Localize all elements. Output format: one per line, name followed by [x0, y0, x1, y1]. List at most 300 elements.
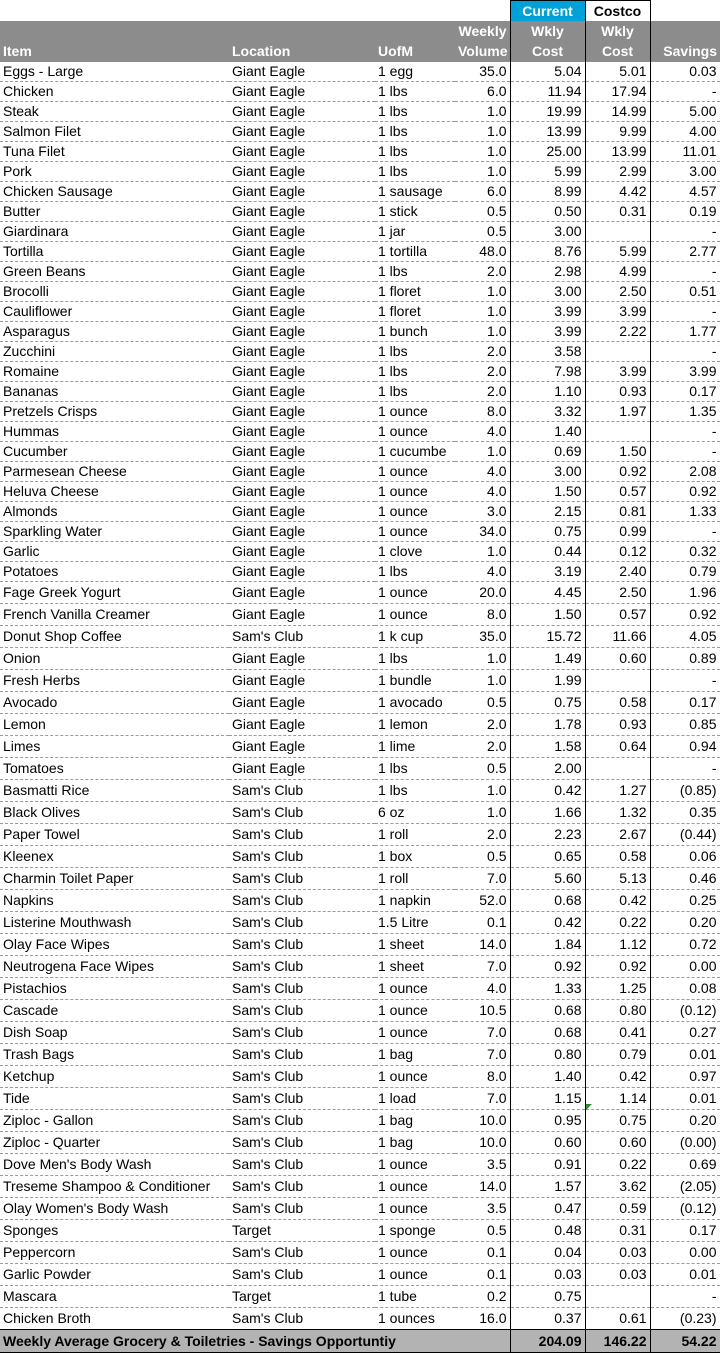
cell-item[interactable]: Garlic Powder: [0, 1264, 229, 1286]
cell-costco-cost[interactable]: 0.31: [585, 202, 650, 222]
cell-current-cost[interactable]: 2.98: [510, 262, 585, 282]
cell-location[interactable]: Giant Eagle: [229, 562, 375, 582]
cell-current-cost[interactable]: 0.42: [510, 780, 585, 802]
cell-current-cost[interactable]: 0.03: [510, 1264, 585, 1286]
cell-location[interactable]: Giant Eagle: [229, 302, 375, 322]
cell-savings[interactable]: 1.35: [650, 402, 720, 422]
cell-weekly-volume[interactable]: 3.5: [455, 1154, 510, 1176]
cell-current-cost[interactable]: 25.00: [510, 142, 585, 162]
cell-item[interactable]: Butter: [0, 202, 229, 222]
cell-location[interactable]: Giant Eagle: [229, 648, 375, 670]
cell-uofm[interactable]: 1 egg: [375, 62, 455, 82]
cell-location[interactable]: Giant Eagle: [229, 182, 375, 202]
cell-item[interactable]: Bananas: [0, 382, 229, 402]
cell-savings[interactable]: -: [650, 342, 720, 362]
cell-weekly-volume[interactable]: 1.0: [455, 542, 510, 562]
cell-weekly-volume[interactable]: 7.0: [455, 1088, 510, 1110]
cell-uofm[interactable]: 1 lemon: [375, 714, 455, 736]
cell-location[interactable]: Sam's Club: [229, 1154, 375, 1176]
cell-savings[interactable]: (2.05): [650, 1176, 720, 1198]
cell-weekly-volume[interactable]: 10.5: [455, 1000, 510, 1022]
cell-uofm[interactable]: 1 bag: [375, 1132, 455, 1154]
cell-item[interactable]: Black Olives: [0, 802, 229, 824]
cell-current-cost[interactable]: 2.23: [510, 824, 585, 846]
cell-weekly-volume[interactable]: 2.0: [455, 362, 510, 382]
cell-costco-cost[interactable]: 4.42: [585, 182, 650, 202]
cell-current-cost[interactable]: 0.37: [510, 1308, 585, 1330]
total-savings[interactable]: 54.22: [650, 1330, 720, 1353]
cell-item[interactable]: Sponges: [0, 1220, 229, 1242]
cell-costco-cost[interactable]: 0.22: [585, 1154, 650, 1176]
cell-uofm[interactable]: 1 lbs: [375, 82, 455, 102]
cell-item[interactable]: Pistachios: [0, 978, 229, 1000]
cell-costco-cost[interactable]: 1.27: [585, 780, 650, 802]
cell-costco-cost[interactable]: 0.42: [585, 1066, 650, 1088]
cell-savings[interactable]: 3.99: [650, 362, 720, 382]
cell-weekly-volume[interactable]: 14.0: [455, 1176, 510, 1198]
cell-weekly-volume[interactable]: 7.0: [455, 1044, 510, 1066]
total-costco-cost[interactable]: 146.22: [585, 1330, 650, 1353]
cell-costco-cost[interactable]: 0.93: [585, 382, 650, 402]
cell-savings[interactable]: 0.01: [650, 1264, 720, 1286]
cell-item[interactable]: Romaine: [0, 362, 229, 382]
cell-savings[interactable]: 0.69: [650, 1154, 720, 1176]
cell-costco-cost[interactable]: [585, 670, 650, 692]
cell-weekly-volume[interactable]: 14.0: [455, 934, 510, 956]
cell-costco-cost[interactable]: 0.58: [585, 846, 650, 868]
cell-location[interactable]: Giant Eagle: [229, 522, 375, 542]
cell-location[interactable]: Giant Eagle: [229, 262, 375, 282]
cell-location[interactable]: Giant Eagle: [229, 202, 375, 222]
cell-weekly-volume[interactable]: 1.0: [455, 122, 510, 142]
cell-uofm[interactable]: 1 lbs: [375, 648, 455, 670]
cell-item[interactable]: Napkins: [0, 890, 229, 912]
cell-costco-cost[interactable]: 5.13: [585, 868, 650, 890]
cell-location[interactable]: Sam's Club: [229, 1044, 375, 1066]
cell-uofm[interactable]: 1 ounce: [375, 1176, 455, 1198]
cell-location[interactable]: Sam's Club: [229, 1198, 375, 1220]
cell-location[interactable]: Giant Eagle: [229, 736, 375, 758]
cell-current-cost[interactable]: 1.66: [510, 802, 585, 824]
cell-costco-cost[interactable]: 2.22: [585, 322, 650, 342]
cell-costco-cost[interactable]: 0.64: [585, 736, 650, 758]
cell-costco-cost[interactable]: [585, 342, 650, 362]
cell-costco-cost[interactable]: 0.03: [585, 1242, 650, 1264]
cell-uofm[interactable]: 1 lbs: [375, 162, 455, 182]
cell-weekly-volume[interactable]: 3.5: [455, 1198, 510, 1220]
cell-savings[interactable]: -: [650, 670, 720, 692]
cell-savings[interactable]: 0.00: [650, 1242, 720, 1264]
cell-savings[interactable]: 0.20: [650, 912, 720, 934]
cell-costco-cost[interactable]: 0.03: [585, 1264, 650, 1286]
cell-uofm[interactable]: 1 load: [375, 1088, 455, 1110]
cell-uofm[interactable]: 1 ounce: [375, 978, 455, 1000]
cell-location[interactable]: Giant Eagle: [229, 482, 375, 502]
cell-weekly-volume[interactable]: 34.0: [455, 522, 510, 542]
cell-current-cost[interactable]: 7.98: [510, 362, 585, 382]
cell-current-cost[interactable]: 0.92: [510, 956, 585, 978]
cell-costco-cost[interactable]: 5.99: [585, 242, 650, 262]
cell-costco-cost[interactable]: 0.61: [585, 1308, 650, 1330]
cell-savings[interactable]: 0.94: [650, 736, 720, 758]
cell-location[interactable]: Giant Eagle: [229, 82, 375, 102]
cell-weekly-volume[interactable]: 7.0: [455, 1022, 510, 1044]
cell-costco-cost[interactable]: 0.81: [585, 502, 650, 522]
cell-location[interactable]: Sam's Club: [229, 934, 375, 956]
cell-location[interactable]: Giant Eagle: [229, 442, 375, 462]
cell-savings[interactable]: 0.92: [650, 604, 720, 626]
cell-costco-cost[interactable]: 1.50: [585, 442, 650, 462]
cell-current-cost[interactable]: 1.58: [510, 736, 585, 758]
cell-current-cost[interactable]: 1.84: [510, 934, 585, 956]
cell-location[interactable]: Sam's Club: [229, 626, 375, 648]
cell-uofm[interactable]: 1 tortilla: [375, 242, 455, 262]
cell-location[interactable]: Sam's Club: [229, 802, 375, 824]
cell-costco-cost[interactable]: 1.12: [585, 934, 650, 956]
cell-item[interactable]: Giardinara: [0, 222, 229, 242]
cell-item[interactable]: Zucchini: [0, 342, 229, 362]
cell-savings[interactable]: (0.44): [650, 824, 720, 846]
cell-costco-cost[interactable]: 13.99: [585, 142, 650, 162]
cell-savings[interactable]: 4.57: [650, 182, 720, 202]
cell-savings[interactable]: 0.46: [650, 868, 720, 890]
cell-weekly-volume[interactable]: 48.0: [455, 242, 510, 262]
cell-savings[interactable]: 0.85: [650, 714, 720, 736]
cell-item[interactable]: Green Beans: [0, 262, 229, 282]
cell-savings[interactable]: 0.79: [650, 562, 720, 582]
cell-location[interactable]: Giant Eagle: [229, 222, 375, 242]
cell-savings[interactable]: 4.05: [650, 626, 720, 648]
cell-costco-cost[interactable]: 4.99: [585, 262, 650, 282]
cell-savings[interactable]: -: [650, 522, 720, 542]
cell-weekly-volume[interactable]: 4.0: [455, 422, 510, 442]
cell-item[interactable]: Tortilla: [0, 242, 229, 262]
cell-weekly-volume[interactable]: 1.0: [455, 648, 510, 670]
cell-item[interactable]: Onion: [0, 648, 229, 670]
cell-item[interactable]: Pretzels Crisps: [0, 402, 229, 422]
cell-weekly-volume[interactable]: 0.2: [455, 1286, 510, 1308]
cell-item[interactable]: Mascara: [0, 1286, 229, 1308]
cell-savings[interactable]: 5.00: [650, 102, 720, 122]
cell-weekly-volume[interactable]: 0.5: [455, 692, 510, 714]
cell-costco-cost[interactable]: 1.97: [585, 402, 650, 422]
cell-weekly-volume[interactable]: 20.0: [455, 582, 510, 604]
cell-uofm[interactable]: 1 ounce: [375, 522, 455, 542]
cell-item[interactable]: Asparagus: [0, 322, 229, 342]
cell-item[interactable]: Ziploc - Quarter: [0, 1132, 229, 1154]
cell-current-cost[interactable]: 1.40: [510, 1066, 585, 1088]
cell-current-cost[interactable]: 0.95: [510, 1110, 585, 1132]
cell-uofm[interactable]: 1 ounce: [375, 1022, 455, 1044]
cell-weekly-volume[interactable]: 1.0: [455, 142, 510, 162]
cell-weekly-volume[interactable]: 1.0: [455, 102, 510, 122]
cell-current-cost[interactable]: 8.99: [510, 182, 585, 202]
cell-location[interactable]: Sam's Club: [229, 846, 375, 868]
cell-savings[interactable]: 0.51: [650, 282, 720, 302]
cell-costco-cost[interactable]: 0.57: [585, 604, 650, 626]
cell-weekly-volume[interactable]: 8.0: [455, 604, 510, 626]
cell-costco-cost[interactable]: 0.79: [585, 1044, 650, 1066]
cell-weekly-volume[interactable]: 4.0: [455, 978, 510, 1000]
cell-savings[interactable]: 0.25: [650, 890, 720, 912]
cell-uofm[interactable]: 1 ounces: [375, 1308, 455, 1330]
cell-location[interactable]: Giant Eagle: [229, 242, 375, 262]
cell-location[interactable]: Giant Eagle: [229, 62, 375, 82]
cell-costco-cost[interactable]: [585, 758, 650, 780]
cell-current-cost[interactable]: 8.76: [510, 242, 585, 262]
cell-uofm[interactable]: 1 napkin: [375, 890, 455, 912]
cell-savings[interactable]: -: [650, 302, 720, 322]
cell-current-cost[interactable]: 2.00: [510, 758, 585, 780]
cell-costco-cost[interactable]: 0.41: [585, 1022, 650, 1044]
cell-costco-cost[interactable]: 1.25: [585, 978, 650, 1000]
cell-weekly-volume[interactable]: 1.0: [455, 302, 510, 322]
cell-current-cost[interactable]: 3.00: [510, 462, 585, 482]
cell-location[interactable]: Sam's Club: [229, 1132, 375, 1154]
cell-current-cost[interactable]: 13.99: [510, 122, 585, 142]
cell-current-cost[interactable]: 1.49: [510, 648, 585, 670]
cell-costco-cost[interactable]: 17.94: [585, 82, 650, 102]
cell-costco-cost[interactable]: 0.58: [585, 692, 650, 714]
cell-savings[interactable]: 0.27: [650, 1022, 720, 1044]
cell-costco-cost[interactable]: 0.92: [585, 956, 650, 978]
cell-savings[interactable]: 0.17: [650, 692, 720, 714]
cell-uofm[interactable]: 1 ounce: [375, 1000, 455, 1022]
cell-current-cost[interactable]: 1.78: [510, 714, 585, 736]
cell-savings[interactable]: 0.03: [650, 62, 720, 82]
cell-current-cost[interactable]: 3.19: [510, 562, 585, 582]
cell-item[interactable]: Charmin Toilet Paper: [0, 868, 229, 890]
cell-costco-cost[interactable]: 0.59: [585, 1198, 650, 1220]
cell-location[interactable]: Giant Eagle: [229, 382, 375, 402]
cell-savings[interactable]: 2.77: [650, 242, 720, 262]
cell-savings[interactable]: 0.32: [650, 542, 720, 562]
cell-location[interactable]: Sam's Club: [229, 868, 375, 890]
cell-uofm[interactable]: 1 lbs: [375, 262, 455, 282]
cell-item[interactable]: Limes: [0, 736, 229, 758]
cell-savings[interactable]: 0.00: [650, 956, 720, 978]
cell-item[interactable]: Garlic: [0, 542, 229, 562]
cell-current-cost[interactable]: 0.60: [510, 1132, 585, 1154]
cell-costco-cost[interactable]: 0.42: [585, 890, 650, 912]
cell-current-cost[interactable]: 0.68: [510, 890, 585, 912]
cell-uofm[interactable]: 1 ounce: [375, 1264, 455, 1286]
cell-costco-cost[interactable]: 0.93: [585, 714, 650, 736]
cell-weekly-volume[interactable]: 16.0: [455, 1308, 510, 1330]
cell-item[interactable]: Potatoes: [0, 562, 229, 582]
cell-weekly-volume[interactable]: 6.0: [455, 182, 510, 202]
cell-current-cost[interactable]: 0.44: [510, 542, 585, 562]
cell-savings[interactable]: -: [650, 262, 720, 282]
cell-item[interactable]: Peppercorn: [0, 1242, 229, 1264]
cell-item[interactable]: Tomatoes: [0, 758, 229, 780]
cell-current-cost[interactable]: 0.68: [510, 1000, 585, 1022]
cell-costco-cost[interactable]: 0.60: [585, 1132, 650, 1154]
cell-weekly-volume[interactable]: 1.0: [455, 670, 510, 692]
cell-savings[interactable]: (0.00): [650, 1132, 720, 1154]
cell-current-cost[interactable]: 0.69: [510, 442, 585, 462]
cell-location[interactable]: Giant Eagle: [229, 122, 375, 142]
cell-location[interactable]: Giant Eagle: [229, 142, 375, 162]
cell-item[interactable]: French Vanilla Creamer: [0, 604, 229, 626]
cell-item[interactable]: Olay Women's Body Wash: [0, 1198, 229, 1220]
cell-current-cost[interactable]: 5.60: [510, 868, 585, 890]
cell-uofm[interactable]: 1 lbs: [375, 758, 455, 780]
cell-weekly-volume[interactable]: 1.0: [455, 780, 510, 802]
cell-uofm[interactable]: 1 tube: [375, 1286, 455, 1308]
cell-uofm[interactable]: 1 sponge: [375, 1220, 455, 1242]
cell-location[interactable]: Giant Eagle: [229, 102, 375, 122]
cell-weekly-volume[interactable]: 2.0: [455, 262, 510, 282]
cell-savings[interactable]: -: [650, 82, 720, 102]
cell-costco-cost[interactable]: [585, 222, 650, 242]
cell-current-cost[interactable]: 15.72: [510, 626, 585, 648]
current-label[interactable]: Current: [510, 1, 585, 22]
cell-location[interactable]: Giant Eagle: [229, 758, 375, 780]
current-weekly-cost-header[interactable]: Wkly Cost: [510, 21, 585, 62]
cell-costco-cost[interactable]: 0.92: [585, 462, 650, 482]
cell-current-cost[interactable]: 3.99: [510, 302, 585, 322]
cell-uofm[interactable]: 1 ounce: [375, 1154, 455, 1176]
cell-current-cost[interactable]: 3.99: [510, 322, 585, 342]
cell-weekly-volume[interactable]: 4.0: [455, 482, 510, 502]
cell-uofm[interactable]: 1 lbs: [375, 562, 455, 582]
cell-location[interactable]: Target: [229, 1286, 375, 1308]
cell-savings[interactable]: -: [650, 1286, 720, 1308]
cell-savings[interactable]: 0.06: [650, 846, 720, 868]
cell-current-cost[interactable]: 3.32: [510, 402, 585, 422]
cell-savings[interactable]: 1.33: [650, 502, 720, 522]
cell-costco-cost[interactable]: 9.99: [585, 122, 650, 142]
cell-savings[interactable]: (0.12): [650, 1198, 720, 1220]
cell-weekly-volume[interactable]: 0.5: [455, 758, 510, 780]
cell-item[interactable]: Chicken Sausage: [0, 182, 229, 202]
cell-item[interactable]: Kleenex: [0, 846, 229, 868]
cell-item[interactable]: Brocolli: [0, 282, 229, 302]
cell-location[interactable]: Giant Eagle: [229, 604, 375, 626]
location-header[interactable]: Location: [229, 21, 375, 62]
cell-costco-cost[interactable]: 2.50: [585, 582, 650, 604]
cell-weekly-volume[interactable]: 0.5: [455, 222, 510, 242]
cell-uofm[interactable]: 1 bag: [375, 1044, 455, 1066]
cell-item[interactable]: Cucumber: [0, 442, 229, 462]
cell-location[interactable]: Giant Eagle: [229, 342, 375, 362]
cell-location[interactable]: Sam's Club: [229, 824, 375, 846]
cell-location[interactable]: Giant Eagle: [229, 282, 375, 302]
cell-costco-cost[interactable]: 0.12: [585, 542, 650, 562]
cell-location[interactable]: Giant Eagle: [229, 162, 375, 182]
cell-location[interactable]: Sam's Club: [229, 1022, 375, 1044]
cell-weekly-volume[interactable]: 7.0: [455, 956, 510, 978]
cell-uofm[interactable]: 1 lbs: [375, 362, 455, 382]
cell-weekly-volume[interactable]: 1.0: [455, 162, 510, 182]
cell-costco-cost[interactable]: 5.01: [585, 62, 650, 82]
cell-uofm[interactable]: 1 ounce: [375, 604, 455, 626]
cell-current-cost[interactable]: 0.65: [510, 846, 585, 868]
cell-item[interactable]: Dish Soap: [0, 1022, 229, 1044]
cell-uofm[interactable]: 1 box: [375, 846, 455, 868]
cell-weekly-volume[interactable]: 4.0: [455, 462, 510, 482]
cell-savings[interactable]: 0.97: [650, 1066, 720, 1088]
cell-weekly-volume[interactable]: 2.0: [455, 382, 510, 402]
cell-location[interactable]: Sam's Club: [229, 956, 375, 978]
cell-current-cost[interactable]: 0.42: [510, 912, 585, 934]
cell-costco-cost[interactable]: 0.75: [585, 1110, 650, 1132]
cell-location[interactable]: Sam's Club: [229, 978, 375, 1000]
cell-uofm[interactable]: 1 ounce: [375, 422, 455, 442]
cell-item[interactable]: Avocado: [0, 692, 229, 714]
cell-location[interactable]: Sam's Club: [229, 780, 375, 802]
cell-location[interactable]: Giant Eagle: [229, 422, 375, 442]
weekly-volume-header[interactable]: Weekly Volume: [455, 21, 510, 62]
cell-location[interactable]: Sam's Club: [229, 1242, 375, 1264]
cell-location[interactable]: Giant Eagle: [229, 692, 375, 714]
cell-uofm[interactable]: 1 ounce: [375, 462, 455, 482]
cell-costco-cost[interactable]: 3.62: [585, 1176, 650, 1198]
cell-item[interactable]: Tide: [0, 1088, 229, 1110]
cell-item[interactable]: Fage Greek Yogurt: [0, 582, 229, 604]
cell-item[interactable]: Cascade: [0, 1000, 229, 1022]
cell-uofm[interactable]: 1 floret: [375, 282, 455, 302]
cell-savings[interactable]: -: [650, 442, 720, 462]
cell-item[interactable]: Paper Towel: [0, 824, 229, 846]
cell-current-cost[interactable]: 0.91: [510, 1154, 585, 1176]
cell-savings[interactable]: -: [650, 222, 720, 242]
cell-current-cost[interactable]: 3.00: [510, 222, 585, 242]
cell-current-cost[interactable]: 0.80: [510, 1044, 585, 1066]
cell-current-cost[interactable]: 1.57: [510, 1176, 585, 1198]
cell-current-cost[interactable]: 1.99: [510, 670, 585, 692]
cell-location[interactable]: Sam's Club: [229, 890, 375, 912]
cell-current-cost[interactable]: 1.50: [510, 604, 585, 626]
cell-uofm[interactable]: 1 sheet: [375, 934, 455, 956]
cell-weekly-volume[interactable]: 8.0: [455, 1066, 510, 1088]
cell-costco-cost[interactable]: 3.99: [585, 302, 650, 322]
cell-uofm[interactable]: 1 bag: [375, 1110, 455, 1132]
cell-costco-cost[interactable]: 2.50: [585, 282, 650, 302]
cell-item[interactable]: Olay Face Wipes: [0, 934, 229, 956]
cell-current-cost[interactable]: 0.47: [510, 1198, 585, 1220]
cell-current-cost[interactable]: 19.99: [510, 102, 585, 122]
cell-costco-cost[interactable]: 0.31: [585, 1220, 650, 1242]
cell-savings[interactable]: -: [650, 758, 720, 780]
cell-item[interactable]: Almonds: [0, 502, 229, 522]
cell-uofm[interactable]: 1 lbs: [375, 382, 455, 402]
cell-item[interactable]: Lemon: [0, 714, 229, 736]
cell-costco-cost[interactable]: 11.66: [585, 626, 650, 648]
cell-savings[interactable]: 1.77: [650, 322, 720, 342]
cell-uofm[interactable]: 1.5 Litre: [375, 912, 455, 934]
cell-current-cost[interactable]: 1.40: [510, 422, 585, 442]
cell-weekly-volume[interactable]: 0.5: [455, 202, 510, 222]
cell-costco-cost[interactable]: 0.99: [585, 522, 650, 542]
costco-weekly-cost-header[interactable]: Wkly Cost: [585, 21, 650, 62]
cell-savings[interactable]: 0.89: [650, 648, 720, 670]
cell-savings[interactable]: 0.08: [650, 978, 720, 1000]
cell-weekly-volume[interactable]: 10.0: [455, 1110, 510, 1132]
cell-savings[interactable]: 0.35: [650, 802, 720, 824]
cell-weekly-volume[interactable]: 2.0: [455, 824, 510, 846]
cell-savings[interactable]: 0.19: [650, 202, 720, 222]
cell-location[interactable]: Giant Eagle: [229, 542, 375, 562]
cell-savings[interactable]: 0.20: [650, 1110, 720, 1132]
cell-item[interactable]: Heluva Cheese: [0, 482, 229, 502]
cell-uofm[interactable]: 1 lbs: [375, 142, 455, 162]
cell-uofm[interactable]: 1 bundle: [375, 670, 455, 692]
cell-weekly-volume[interactable]: 3.0: [455, 502, 510, 522]
cell-location[interactable]: Giant Eagle: [229, 582, 375, 604]
cell-weekly-volume[interactable]: 10.0: [455, 1132, 510, 1154]
